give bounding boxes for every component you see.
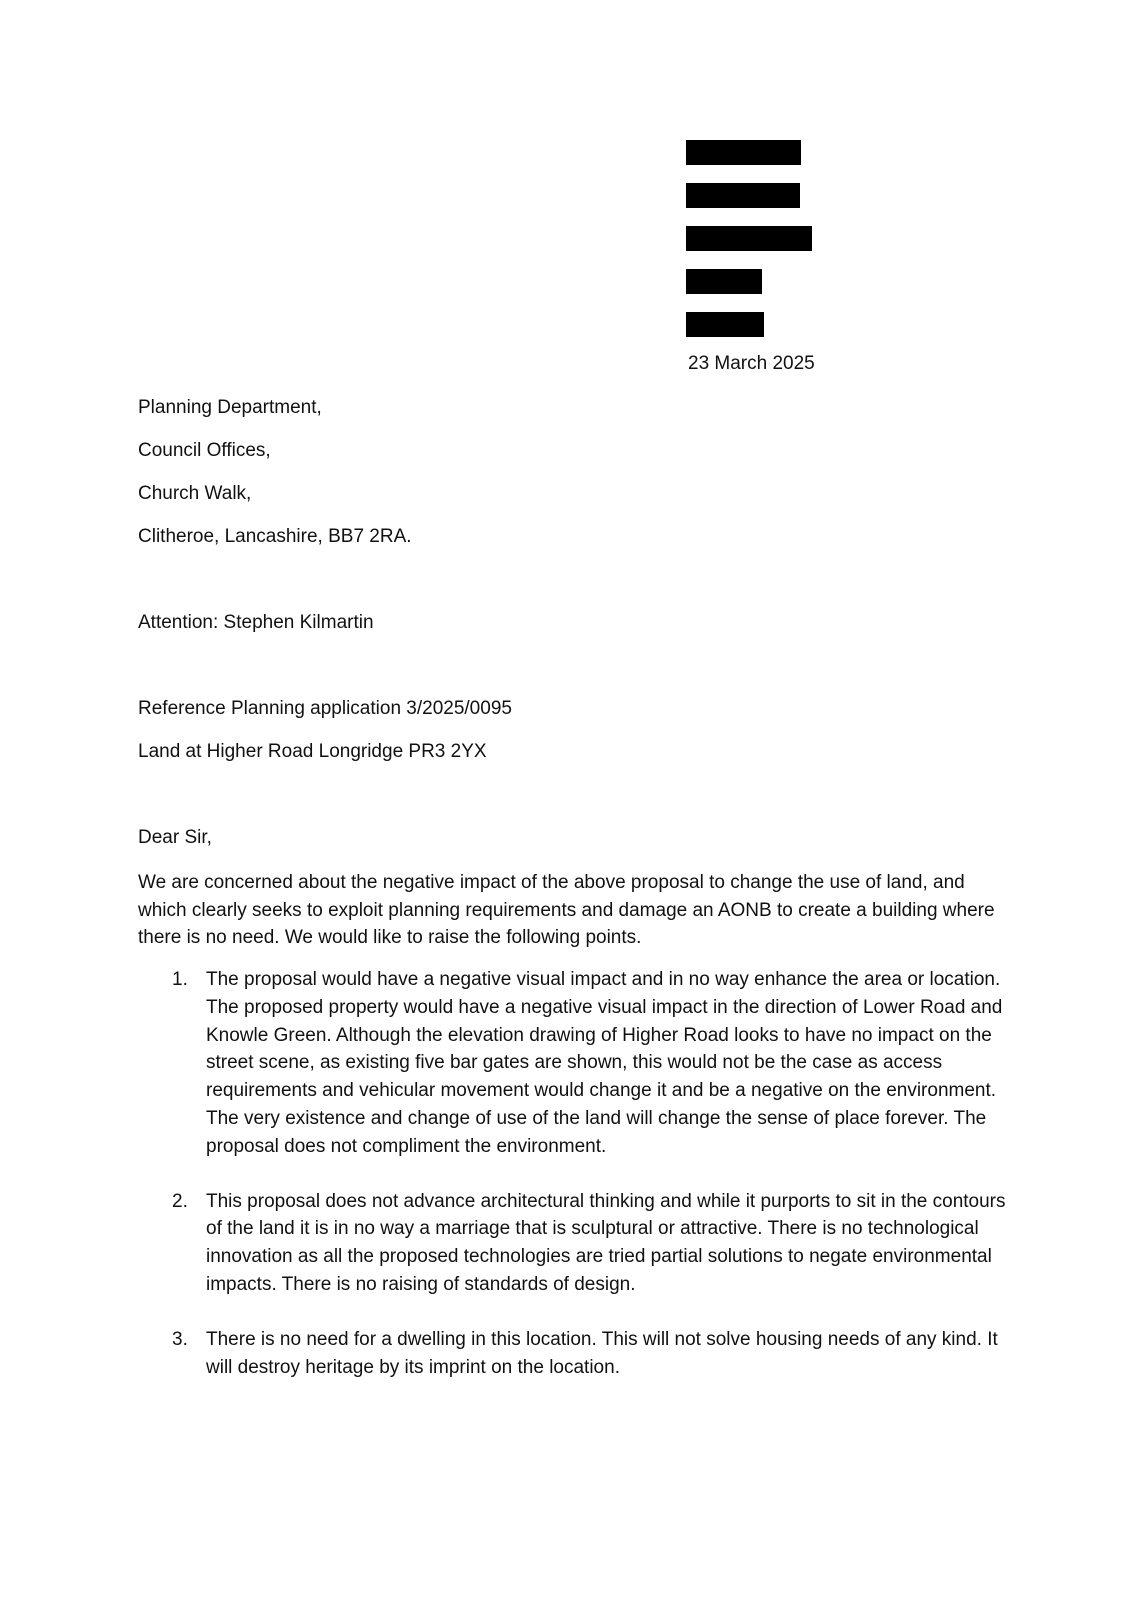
list-item-number: 3. bbox=[172, 1328, 188, 1350]
list-item bbox=[138, 966, 1008, 1161]
list-item-number: 1. bbox=[172, 969, 188, 990]
list-item-text: There is no need for a dwelling in this location. This will not solve housing needs of any kind. It will destroy heritage by its imprint on the location. bbox=[206, 1328, 998, 1378]
salutation: Dear Sir, bbox=[138, 827, 212, 848]
list-item bbox=[138, 1188, 1008, 1299]
recipient-address-line: Planning Department, bbox=[138, 397, 322, 418]
reference-line: Reference Planning application 3/2025/0095 bbox=[138, 698, 512, 719]
redacted-sender-line bbox=[686, 226, 812, 251]
list-item-text: The proposal would have a negative visual impact and in no way enhance the area or location. The proposed property would have a negative visual impact in the direction of Lower Road and Knowle Green. Although the elevation drawing of Higher Road looks to have no impact on the street scene, as existing five bar gates are shown, this would not be the case as access requirements and vehicular movement would change it and be a negative on the environment. The very existence and change of use of the land will change the sense of place forever. The proposal does not compliment the environment. bbox=[206, 969, 1003, 1157]
recipient-address-line: Church Walk, bbox=[138, 483, 252, 504]
list-item bbox=[138, 1326, 1008, 1382]
recipient-address-line: Council Offices, bbox=[138, 440, 271, 461]
objection-points-list bbox=[138, 966, 1008, 1408]
attention-line: Attention: Stephen Kilmartin bbox=[138, 612, 374, 633]
redacted-sender-line bbox=[686, 183, 800, 208]
redacted-sender-line bbox=[686, 140, 801, 165]
recipient-address-line: Clitheroe, Lancashire, BB7 2RA. bbox=[138, 526, 412, 547]
redacted-sender-line bbox=[686, 312, 764, 337]
redacted-sender-line bbox=[686, 269, 762, 294]
letter-date: 23 March 2025 bbox=[688, 353, 815, 374]
list-item-text: This proposal does not advance architectural thinking and while it purports to sit in the contours of the land it is in no way a marriage that is sculptural or attractive. There is no technological innovation as all the proposed technologies are tried partial solutions to negate environmental impacts. There is no raising of standards of design. bbox=[206, 1190, 1006, 1295]
list-item-number: 2. bbox=[172, 1190, 188, 1212]
site-address-line: Land at Higher Road Longridge PR3 2YX bbox=[138, 741, 487, 762]
intro-paragraph: We are concerned about the negative impact of the above proposal to change the use of land, and which clearly seeks to exploit planning requirements and damage an AONB to create a building where there is no need. We would like to raise the following points. bbox=[138, 872, 995, 948]
